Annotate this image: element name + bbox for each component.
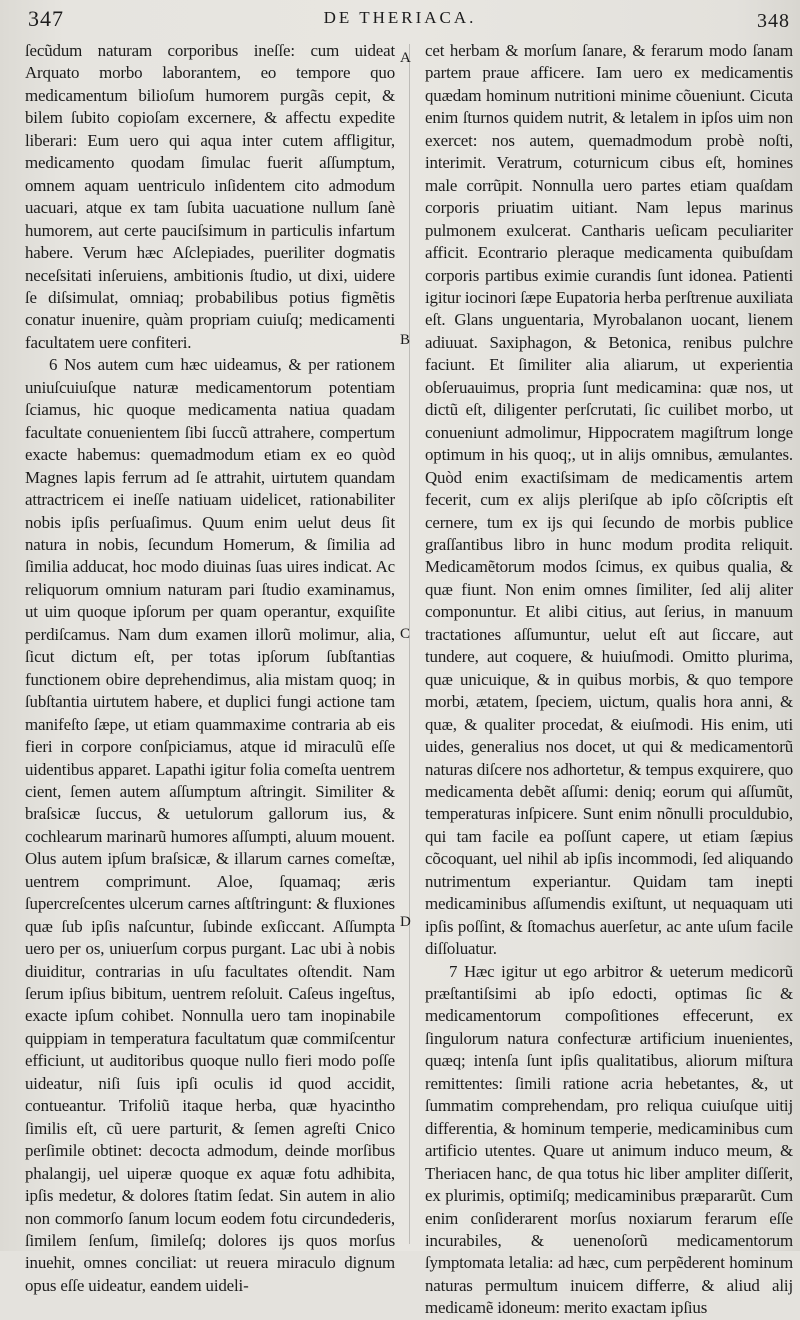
- left-text-column: [25, 40, 395, 1295]
- right-text-column: [425, 40, 793, 1318]
- right-paragraph-1: cet herbam & morſum ſanare, & ferarum modo ſanam partem praue afficere. Iam uero ex medicamentis quædam hominum nutritioni minime cõueniunt. Cicuta enim ſturnos quidem nutrit, & letalem in ipſos uim non exercet: nos autem, quemadmodum probè noſti, interimit. Veratrum, coturnicum cibus eſt, homines male corrũpit. Nonnulla uero partes etiam quaſdam corporis priuatim uitiant. Nam lepus marinus pulmonem exulcerat. Cantharis ueſicam peculiariter afficit. Econtrario pleraque medicamenta quibuſdam corporis partibus eximie curandis ſunt idonea. Patienti igitur iocinori ſæpe Eupatoria herba perſtrenue auxiliata eſt. Glans unguentaria, Myrobalanon uocant, lienem adiuuat. Saxiphagon, & Betonica, renibus pulchre faciunt. Et ſimiliter alia aliarum, ut experientia obſeruauimus, propria ſunt medicamina: quæ nos, ut dictũ eſt, diligenter perſcrutati, ſic cuilibet morbo, ut conueniunt admolimur, Hippocratem magiſtrum longe optimum in his quoq;, ut in alijs omnibus, æmulantes. Quòd enim exactiſsimam de medicamentis artem fecerit, cum ex alijs pleriſque ab ipſo cõſcriptis eſt cernere, tum ex ijs qui ſecundo de morbis publice graſſantibus libro in hunc modum prodita reliquit. Medicamẽtorum modos ſcimus, ex quibus qualia, & quæ fiunt. Non enim omnes ſimiliter, ſed alij aliter componuntur. Et alibi citius, aut ſerius, in manuum tractationes aſſumuntur, uelut eſt aut ſiccare, aut tundere, aut coquere, & huiuſmodi. Omitto plurima, quæ unicuique, & in quibus morbis, & quo tempore morbi, ætatem, ſpeciem, uictum, qualis hora anni, & quæ, & qualiter procedat, & eiuſmodi. His enim, uti uides, generalius nos docet, ut qui & medicamentorũ naturas diſcere nos adhortetur, & tempus exquirere, quo medicamenta debẽt aſſumi: deniq; eorum qui aſſumũt, temperaturas inſpicere. Sunt enim nõnulli proculdubio, qui tam facile ea poſſunt capere, ut etiam ſæpius cõcoquant, uel nihil ab ipſis incommodi, ſed aliquando nutrimentum experiantur. Quidam tam inepti medicaminibus aſſumendis exiſtunt, ut nequaquam uti ipſis poſſint, & ſtomachus auerſetur, ac ante uſum facile diſſoluatur.: [425, 41, 793, 959]
- running-title: DE THERIACA.: [323, 8, 477, 27]
- page-header: [0, 0, 800, 40]
- margin-letter-c: C: [400, 626, 411, 642]
- margin-letter-d: D: [400, 914, 411, 930]
- page-number-left: 347: [28, 6, 64, 31]
- right-paragraph-2: 7 Hæc igitur ut ego arbitror & ueterum medicorũ præſtantiſsimi ab ipſo edocti, optimas ſic & medicamentorum compoſitiones effecerunt, ex ſingulorum natura confecturæ artificium inuenientes, quæq; intenſa ſunt ipſis qualitatibus, aliorum miſtura remittentes: ſimili ratione acria hebetantes, &, ut ſummatim comprehendam, pro reliqua cuiuſque uitij differentia, & hominum temperie, medicaminibus cum artificio utentes. Quare ut animum induco meum, & Theriacen hanc, de qua totus hic liber ampliter diſſerit, ex plurimis, optimiſq; medicaminibus præpararũt. Cum enim conſiderarent morſus noxiarum ferarum eſſe incurabiles, & uenenoſorũ medicamentorum ſymptomata letalia: ad hæc, cum perpẽderent hominum naturas permultum inuicem differre, & aliud alij medicamẽ idoneum: merito exactam ipſius: [425, 961, 793, 1318]
- margin-letter-a: A: [400, 50, 411, 66]
- margin-letter-b: B: [400, 332, 411, 348]
- left-paragraph-1: ſecũdum naturam corporibus ineſſe: cum uideat Arquato morbo laborantem, eo tempore quo medicamentum bilioſum humorem purgãs cepit, & bilem ſubito copioſam excernere, & affectu expedite liberari: Eum uero qui aqua inter cutem affligitur, medicamento quodam ſimulac fuerit aſſumptum, omnem aquam uentriculo inſidentem cito admodum uacuari, atque ex tam ſubita uacuatione nullum ſanè humorem, aut certe pauciſsimum in particulis infartum habere. Verum hæc Aſclepiades, pueriliter dogmatis neceſsitati inſeruiens, ambitionis ſtudio, ut dixi, uidere ſe diſsimulat, omniaq; probabilibus potius figmẽtis conatur inuenire, quàm propriam cuiuſq; medicamenti facultatem uere confiteri.: [25, 41, 395, 352]
- left-paragraph-2: 6 Nos autem cum hæc uideamus, & per rationem uniuſcuiuſque naturæ medicamentorum potentiam ſciamus, hic quoque medicamenta natiua quadam facultate conuenientem ſibi ſuccũ attrahere, compertum exacte habemus: quemadmodum etiam ex eo quòd Magnes lapis ferrum ad ſe attrahit, uirtutem quandam attractricem ei ineſſe natiuam uidelicet, rationabiliter nobis ipſis perſuaſimus. Quum enim uelut deus ſit natura in nobis, ſecundum Homerum, & ſimilia ad ſimilia adducat, hoc modo diuinas ſuas uires indicat. Ac reliquorum omnium naturam pari ſtudio examinamus, ut uim quoque ipſorum per quam operantur, exquiſite perdiſcamus. Nam dum examen illorũ molimur, alia, ſicut dictum eſt, per totas ipſorum ſubſtantias functionem obire deprehendimus, alia mistam quoq; in ſubſtantia uirtutem habere, et duplici fungi actione tam manifeſto ſæpe, ut etiam quammaxime contraria ab eis fieri in corpore conſpiciamus, atque id miraculũ eſſe uidentibus apparet. Lapathi igitur folia comeſta uentrem cient, ſemen autem aſſumptum aſtringit. Similiter & braſsicæ ſuccus, & uetulorum gallorum ius, & cochlearum marinarũ humores aſſumpti, aluum mouent. Olus autem ipſum braſsicæ, & illarum carnes comeſtæ, uentrem comprimunt. Aloe, ſquamaq; æris ſupercreſcentes ulcerum carnes aſtſtringunt: & fluxiones quæ ſub ipſis naſcuntur, ſubinde exſiccant. Aſſumpta uero per os, uniuerſum corpus purgant. Lac ubi à nobis diuiditur, contrarias in uſu facultates oſtendit. Nam ſerum ipſius bibitum, uentrem reſoluit. Caſeus ingeſtus, exacte ipſum cohibet. Nonnulla uero tam inopinabile quippiam in temperatura facultatum quæ commiſcentur efficiunt, ut auditoribus quoque nullo fieri modo poſſe uideatur, niſi ſuis ipſi oculis id quod accidit, contueantur. Trifoliũ itaque herba, quæ hyacintho ſimilis eſt, cũ uere parturit, & ſemen agreſti Cnico perſimile obtinet: decocta admodum, deinde morſibus phalangij, uel uiperæ quoque ex aquæ fotu adhibita, ipſis medetur, & dolores ſtatim ſedat. Sin autem in alio non commorſo ſanum locum eodem fotu circundederis, ſimilem ſenſum, ſimileſq; dolores ijs quos morſus inuehit, omnes conciliat: ut reuera miraculo dignum opus eſſe uideatur, eandem uideli-: [25, 355, 395, 1295]
- page-number-right: 348: [757, 10, 790, 32]
- margin-gutter: [396, 40, 424, 1245]
